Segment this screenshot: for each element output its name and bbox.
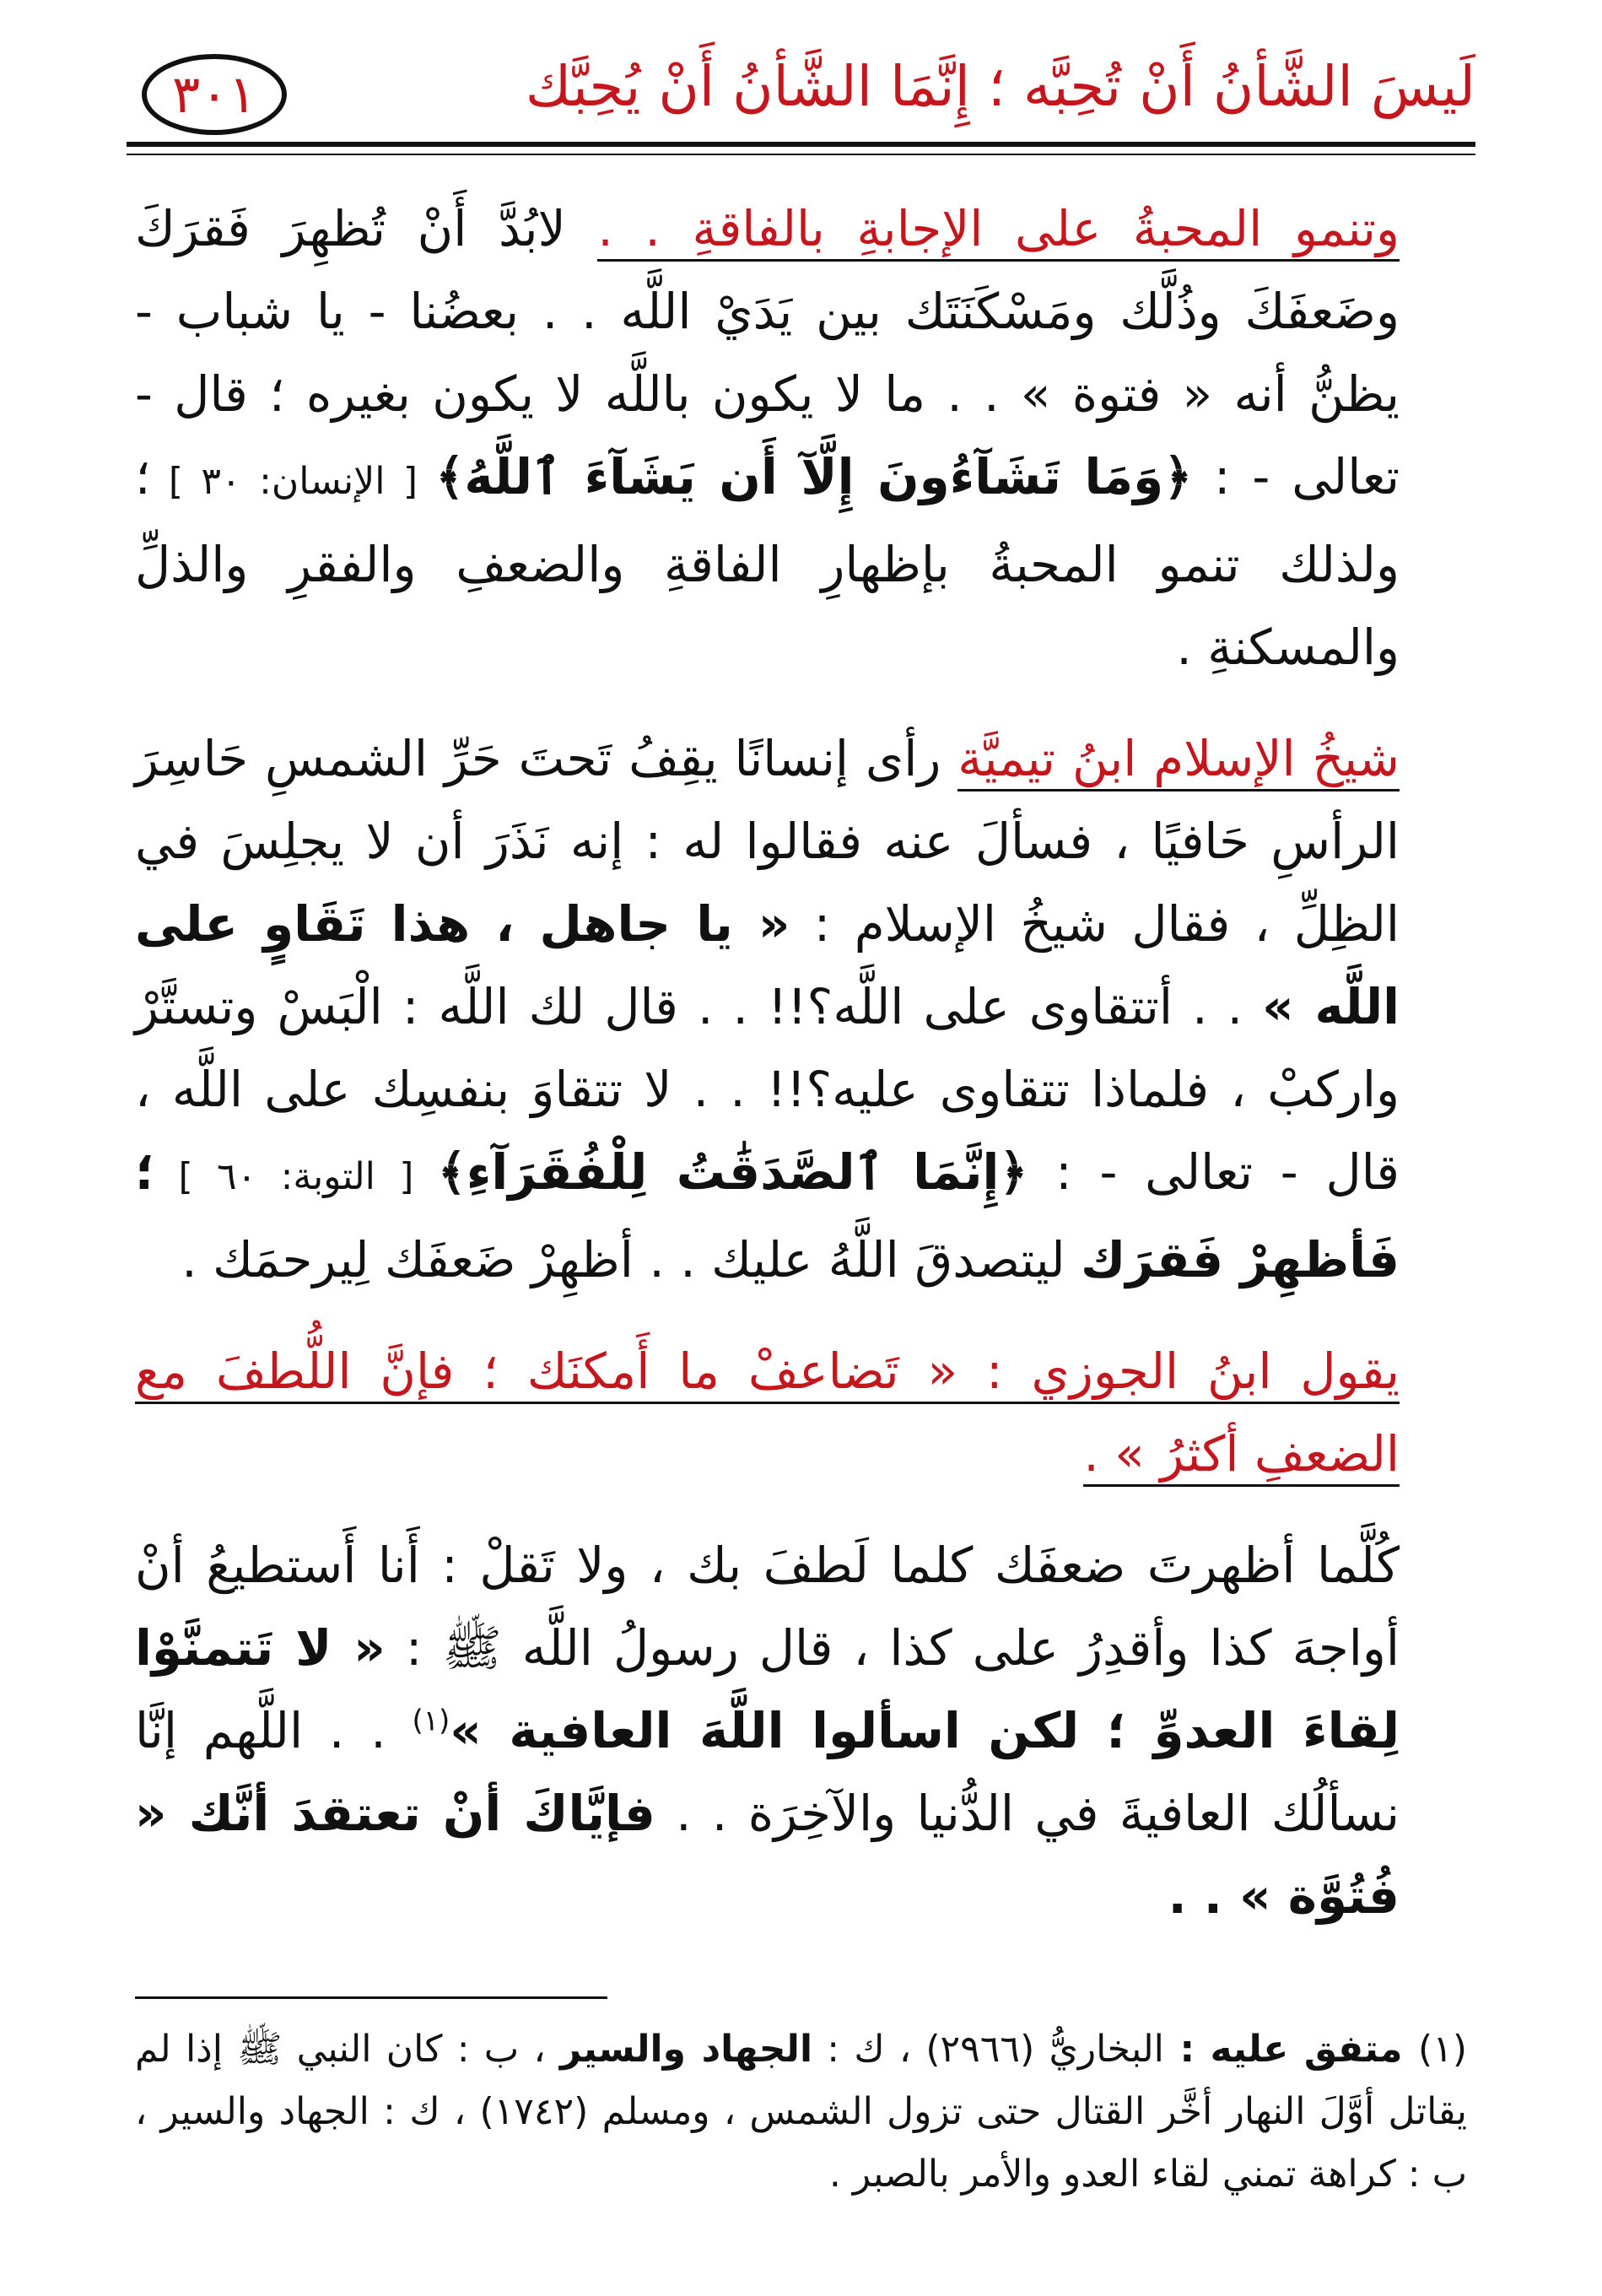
paragraph-4-emphasis: فإيَّاكَ أنْ تعتقدَ أنَّك « فُتُوَّة » . . — [135, 1785, 1400, 1925]
paragraph-2 — [135, 717, 1467, 1301]
paragraph-4-text: كُلَّما أظهرتَ ضعفَك كلما لَطفَ بك ، ولا تَقلْ : أَنا أَستطيعُ أنْ أواجهَ كذا وأقدِرُ على كذا ، قال رسولُ اللَّه ﷺ : — [135, 1537, 1400, 1677]
footnote-book: الجهاد والسير — [559, 2028, 813, 2071]
quran-verse-1: ﴿وَمَا تَشَآءُونَ إِلَّآ أَن يَشَآءَ ٱللَّهُ﴾ — [435, 448, 1193, 505]
page-body — [135, 187, 1467, 1966]
paragraph-2-emphasis: ؛ فَأظهِرْ فَقرَك — [135, 1143, 1400, 1288]
paragraph-2-lead: شيخُ الإسلام ابنُ تيميَّة — [957, 730, 1400, 791]
page-number: ٣٠١ — [142, 54, 287, 135]
paragraph-2-text: رأى إنسانًا يقِفُ تَحتَ حَرِّ الشمسِ حَاسِرَ الرأسِ حَافيًا ، فسألَ عنه فقالوا له : إنه نَذَرَ أن لا يجلِسَ في الظِلِّ ، فقال شيخُ الإسلام : — [135, 730, 1400, 953]
footnote-separator — [135, 1996, 607, 1999]
footnote-text: البخاريُّ (٢٩٦٦) ، ك : — [812, 2028, 1164, 2071]
footnote-marker[interactable]: (١) — [412, 1704, 450, 1738]
verse-reference-2: [ التوبة: ٦٠ ] — [154, 1155, 438, 1198]
paragraph-4 — [135, 1524, 1467, 1937]
page-header — [127, 34, 1475, 135]
quran-verse-2: ﴿إِنَّمَا ٱلصَّدَقَٰتُ لِلْفُقَرَآءِ﴾ — [437, 1143, 1028, 1201]
footnote — [135, 2018, 1467, 2206]
verse-reference-1: [ الإنسان: ٣٠ ] — [150, 460, 436, 503]
hadith-quote: « لا تَتمنَّوْا لِقاءَ العدوِّ ؛ لكن اسألوا اللَّهَ العافية » — [135, 1619, 1400, 1759]
paragraph-1-tail: ؛ ولذلك تنمو المحبةُ بإظهارِ الفاقةِ والضعفِ والفقرِ والذلِّ والمسكنةِ . — [135, 448, 1400, 676]
footnote-lead: متفق عليه : — [1163, 2028, 1419, 2071]
paragraph-4-text-2: . . اللَّهم إنَّا نسألُك العافيةَ في الدُّنيا والآخِرَة . . — [135, 1702, 1400, 1842]
footnote-text-2: ، ب : كان النبي ﷺ إذا لم يقاتل أوَّلَ النهار أخَّر القتال حتى تزول الشمس ، ومسلم (١٧٤٢) ، ك : الجهاد والسير ، ب : كراهة تمني لقاء العدو والأمر بالصبر . — [135, 2028, 1467, 2196]
paragraph-2-text-2: . . أتتقاوى على اللَّه؟!! . . قال لك اللَّه : الْبَسْ وتستَّرْ واركبْ ، فلماذا تتقاوى عليه؟!! . . لا تتقاوَ بنفسِك على اللَّه ، قال - تعالى - : — [135, 978, 1400, 1201]
paragraph-1 — [135, 187, 1467, 689]
running-title: لَيسَ الشَّأنُ أَنْ تُحِبَّه ؛ إِنَّمَا الشَّأنُ أَنْ يُحِبَّك — [525, 54, 1475, 119]
paragraph-1-lead: وتنمو المحبةُ على الإجابةِ بالفاقةِ . . — [597, 200, 1400, 262]
paragraph-3-lead: يقول ابنُ الجوزي : « تَضاعفْ ما أَمكنَك ؛ فإنَّ اللُّطفَ مع الضعفِ أكثرُ » . — [135, 1342, 1400, 1487]
paragraph-3 — [135, 1330, 1467, 1495]
paragraph-1-text: لابُدَّ أَنْ تُظهِرَ فَقرَكَ وضَعفَكَ وذُلَّك ومَسْكَنَتَك بين يَدَيْ اللَّه . . بعضُنا - يا شباب - يظنُّ أنه « فتوة » . . ما لا يكون باللَّه لا يكون بغيره ؛ قال - تعالى - : — [135, 200, 1400, 505]
footnote-number: (١) — [1418, 2028, 1468, 2071]
paragraph-2-tail: ليتصدقَ اللَّهُ عليك . . أظهِرْ ضَعفَك لِيرحمَك . — [181, 1231, 1081, 1288]
header-rule-thick — [127, 142, 1475, 147]
paragraph-2-quote: « يا جاهل ، هذا تَقَاوٍ على اللَّه » — [135, 895, 1400, 1035]
header-rule-thin — [127, 154, 1475, 155]
